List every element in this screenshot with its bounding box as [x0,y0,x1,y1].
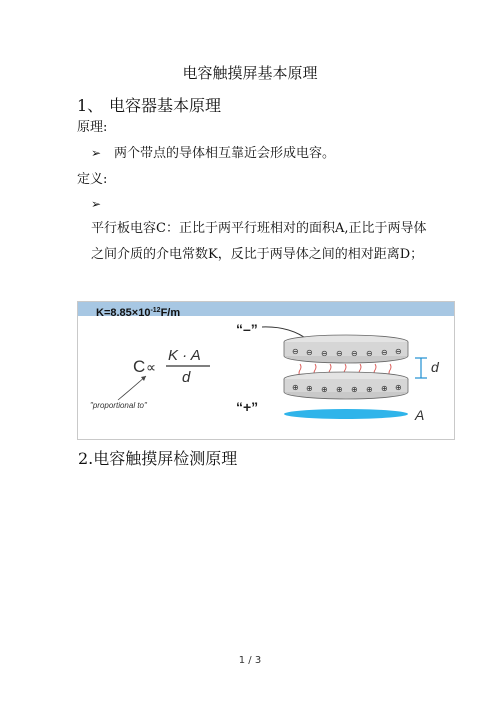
plus-charge: ⊕ [381,384,388,393]
minus-label: “–” [236,321,258,337]
section-2-heading: 2.电容触摸屏检测原理 [78,449,238,468]
top-plate-body [284,342,408,356]
plus-charge: ⊕ [366,385,373,394]
bottom-plate-body [284,379,408,392]
definition-text: 平行板电容C：正比于两平行班相对的面积A,正比于两导体之间介质的介电常数K，反比于两导体之间的相对距离D； [91,221,427,262]
page-title: 电容触摸屏基本原理 [182,64,318,82]
bullet-icon: ➢ [91,197,102,211]
area-ellipse [284,409,408,419]
plus-charge: ⊕ [351,385,358,394]
minus-charge: ⊖ [306,348,313,357]
constant-exponent: -12 [150,307,161,314]
minus-charge: ⊖ [321,349,328,358]
constant-unit: F/m [160,307,181,319]
section-1-number: 1、 [77,96,104,115]
capacitor-figure [77,301,455,440]
principle-text: 两个带点的导体相互靠近会形成电容。 [114,146,336,161]
annotation-arrowhead [141,376,146,381]
constant-text: K=8.85×10 [96,307,151,319]
section-1-heading [77,93,221,116]
distance-dimension [415,358,427,378]
plus-charge: ⊕ [336,385,343,394]
plus-charge: ⊕ [321,385,328,394]
formula-denominator: d [182,369,191,386]
annotation-arrow [118,376,146,400]
definition-label: 定义: [77,172,108,187]
formula-numerator: K · A [168,347,201,364]
formula-c: C [133,357,146,376]
minus-charge: ⊖ [292,347,299,356]
minus-charge: ⊖ [381,348,388,357]
minus-charge: ⊖ [366,349,373,358]
plus-charge: ⊕ [306,384,313,393]
bullet-icon: ➢ [91,146,102,160]
bottom-plate-bottom [284,392,408,399]
plus-charge: ⊕ [292,383,299,392]
page-number: 1 / 3 [238,655,262,666]
annotation-text: "proportional to" [90,401,147,410]
minus-charge: ⊖ [351,349,358,358]
plus-label: “+” [236,399,259,415]
principle-label: 原理: [77,120,108,135]
plus-charge: ⊕ [395,383,402,392]
distance-label: d [431,359,439,375]
minus-charge: ⊖ [336,349,343,358]
formula-proportional: ∝ [146,359,157,375]
section-1-title: 电容器基本原理 [109,96,222,115]
minus-charge: ⊖ [395,347,402,356]
top-plate-bottom [284,356,408,363]
area-label: A [415,407,425,423]
capacitor-diagram [78,302,454,439]
svg-text:K=8.85×10-12F/m [96,307,180,319]
